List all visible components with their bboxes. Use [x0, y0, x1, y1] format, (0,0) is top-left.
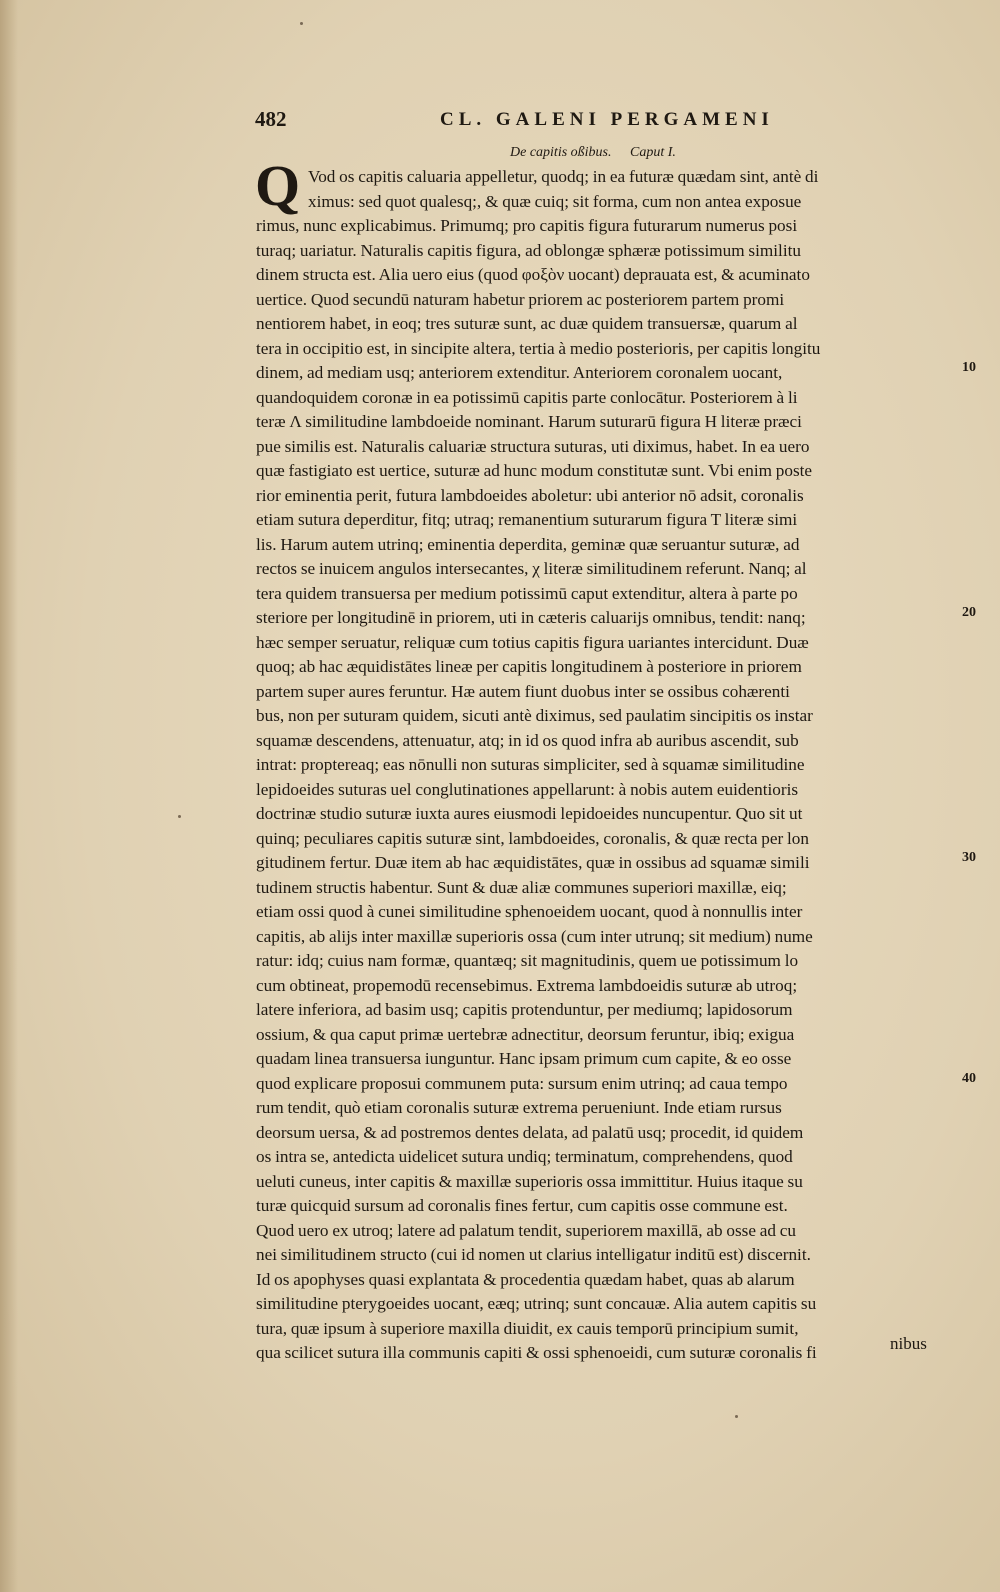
line-marker-20: 20 — [962, 605, 976, 620]
text-line: ossium, & qua caput primæ uertebræ adnectitur, deorsum feruntur, ibiq; exigua — [256, 1024, 795, 1044]
line-marker-40: 40 — [962, 1071, 976, 1086]
text-line: quoq; ab hac æquidistātes lineæ per capitis longitudinem à posteriore in priorem — [256, 657, 802, 676]
text-line: rior eminentia perit, futura lambdoeides aboletur: ubi anterior nō adsit, coronalis — [256, 485, 804, 505]
text-line: nentiorem habet, in eoq; tres suturæ sunt, ac duæ quidem transuersæ, quarum al — [256, 314, 798, 333]
text-line: uertice. Quod secundū naturam habetur priorem ac posteriorem partem promi — [256, 289, 785, 309]
text-line: intrat: proptereaq; eas nōnulli non suturas simpliciter, sed à squamæ similitudine — [256, 755, 805, 774]
paper-speck — [735, 1415, 738, 1418]
text-line: rimus, nunc explicabimus. Primumq; pro capitis figura futurarum numerus posi — [256, 216, 798, 235]
running-title: CL. GALENI PERGAMENI — [440, 109, 774, 130]
text-line: squamæ descendens, attenuatur, atq; in id os quod infra ab auribus ascendit, sub — [256, 730, 799, 750]
line-marker-10: 10 — [962, 360, 976, 375]
text-line: doctrinæ studio suturæ iuxta aures eiusmodi lepidoeides nuncupentur. Quo sit ut — [256, 804, 803, 823]
page-gutter-shadow — [0, 0, 18, 1592]
text-line: os intra se, antedicta uidelicet sutura undiq; terminatum, comprehendens, quod — [256, 1147, 793, 1166]
drop-cap: Q — [255, 153, 301, 218]
text-line: teræ Λ similitudine lambdoeide nominant. Harum suturarū figura H literæ præci — [256, 412, 802, 431]
page-number: 482 — [255, 107, 287, 131]
text-line: bus, non per suturam quidem, sicuti antè diximus, sed paulatim sincipitis os instar — [256, 706, 813, 725]
text-line: latere inferiora, ad basim usq; capitis protenduntur, per mediumq; lapidosorum — [256, 1000, 793, 1019]
text-line: quod explicare proposui communem puta: sursum enim utrinq; ad caua tempo — [256, 1073, 788, 1093]
text-line: deorsum uersa, & ad postremos dentes delata, ad palatū usq; procedit, id quidem — [256, 1122, 804, 1142]
text-line: ximus: sed quot qualesq;, & quæ cuiq; sit forma, cum non antea exposue — [308, 191, 802, 211]
chapter-heading — [250, 143, 950, 165]
text-line: partem super aures feruntur. Hæ autem fiunt duobus inter se ossibus cohærenti — [256, 681, 790, 701]
catchword: nibus — [890, 1334, 927, 1353]
text-line: lis. Harum autem utrinq; eminentia deperdita, geminæ quæ seruantur suturæ, ad — [256, 534, 800, 554]
text-line: tudinem structis habentur. Sunt & duæ aliæ communes superiori maxillæ, eiq; — [256, 877, 787, 897]
text-line: turæ quicquid sursum ad coronalis fines fertur, cum capitis osse commune est. — [256, 1196, 788, 1215]
text-line: qua scilicet sutura illa communis capiti & ossi sphenoeidi, cum suturæ coronalis fi — [256, 1343, 817, 1362]
text-line: ratur: idq; cuius nam formæ, quantæq; sit magnitudinis, quem ue potissimum lo — [256, 951, 799, 970]
text-line: tura, quæ ipsum à superiore maxilla diuidit, ex cauis temporū principium sumit, — [256, 1318, 799, 1338]
line-marker-30: 30 — [962, 850, 976, 865]
text-line: turaq; uariatur. Naturalis capitis figura, ad oblongæ sphæræ potissimum similitu — [256, 240, 801, 260]
text-line: Quod uero ex utroq; latere ad palatum tendit, superiorem maxillā, ab osse ad cu — [256, 1220, 796, 1240]
text-line: tera quidem transuersa per medium potissimū caput extenditur, altera à parte po — [256, 583, 798, 603]
text-line: ueluti cuneus, inter capitis & maxillæ superioris ossa immittitur. Huius itaque su — [256, 1171, 803, 1191]
text-line: quandoquidem coronæ in ea potissimū capitis parte conlocātur. Posteriorem à li — [256, 387, 798, 407]
text-line: tera in occipitio est, in sincipite altera, tertia à medio posterioris, per capitis longitu — [256, 338, 821, 358]
text-line: rectos se inuicem angulos intersecantes, χ literæ similitudinem referunt. Nanq; al — [256, 559, 807, 578]
text-line: similitudine pterygoeides uocant, eæq; utrinq; sunt concauæ. Alia autem capitis su — [256, 1294, 817, 1313]
text-line: nei similitudinem structo (cui id nomen ut clarius intelligatur inditū est) discernit. — [256, 1245, 811, 1264]
text-line: gitudinem fertur. Duæ item ab hac æquidistātes, quæ in ossibus ad squamæ simili — [256, 853, 810, 872]
paper-speck — [178, 815, 181, 818]
section-title: De capitis oßibus. — [510, 145, 612, 160]
text-line: quinq; peculiares capitis suturæ sint, lambdoeides, coronalis, & quæ recta per lon — [256, 828, 809, 848]
chapter-label: Caput I. — [630, 145, 676, 160]
text-line: lepidoeides suturas uel conglutinationes appellarunt: à nobis autem euidentioris — [256, 779, 799, 799]
text-line: hæc semper seruatur, reliquæ cum totius capitis figura uariantes intercidunt. Duæ — [256, 632, 809, 652]
text-line: dinem structa est. Alia uero eius (quod φοξὸν uocant) deprauata est, & acuminato — [256, 265, 810, 284]
text-line: rum tendit, quò etiam coronalis suturæ extrema perueniunt. Inde etiam rursus — [256, 1098, 782, 1117]
body-text — [256, 165, 956, 1366]
text-line: pue similis est. Naturalis caluariæ structura suturas, uti diximus, habet. In ea uero — [256, 436, 810, 456]
text-line: quæ fastigiato est uertice, suturæ ad hunc modum constitutæ sunt. Vbi enim poste — [256, 461, 813, 480]
text-line: quadam linea transuersa iunguntur. Hanc ipsam primum cum capite, & eo osse — [256, 1049, 792, 1068]
paper-speck — [300, 22, 303, 25]
text-line: capitis, ab alijs inter maxillæ superioris ossa (cum inter utrunq; sit medium) nume — [256, 926, 813, 946]
text-line: cum obtineat, propemodū recensebimus. Extrema lambdoeidis suturæ ab utroq; — [256, 975, 798, 995]
text-line: steriore per longitudinē in priorem, uti in cæteris caluarijs omnibus, tendit: nanq; — [256, 608, 806, 627]
running-head — [250, 107, 950, 137]
text-line: etiam sutura deperditur, fitq; utraq; remanentium suturarum figura T literæ simi — [256, 510, 798, 529]
text-line: Id os apophyses quasi explantata & procedentia quædam habet, quas ab alarum — [256, 1269, 795, 1289]
text-line: etiam ossi quod à cunei similitudine sphenoeidem uocant, quod à nonnullis inter — [256, 902, 803, 921]
text-line: Vod os capitis caluaria appelletur, quodq; in ea futuræ quædam sint, antè di — [308, 167, 819, 186]
text-line: dinem, ad mediam usq; anteriorem extenditur. Anteriorem coronalem uocant, — [256, 363, 783, 382]
